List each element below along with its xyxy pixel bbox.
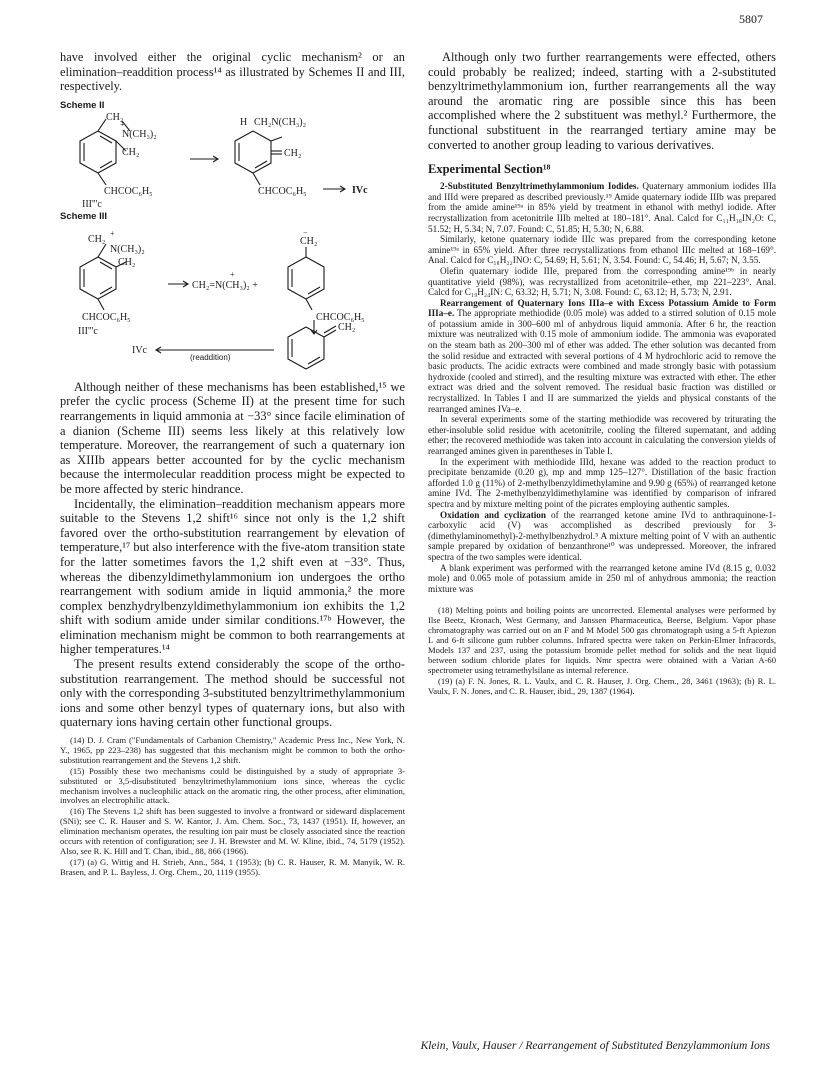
s3-chcoc6h5-2: CHCOC₆H₅ xyxy=(316,311,365,323)
s2-ch2-top: CH₂ xyxy=(106,111,124,123)
s3-ch2-b: CH₂ xyxy=(338,321,356,333)
left-paragraph-3: Incidentally, the elimination–readdition mechanism appears more suitable to the Stevens 1,2 shift¹⁶ since not only is the 1,2 shift favored over the ortho-substitution rearrangement by elevation of temperature,¹⁷ but also interference with the five-atom transition state for the latter sometimes favors the 1,2 shift even at −33°. Thus, whereas the dibenzyldimethylammonium ion undergoes the ortho rearrangement with sodium amide in liquid ammonia,² the more complex benzhydrylbenzyldimethylammonium ion exhibits the 1,2 shift with sodium amide under similar conditions.¹⁷ᵇ However, the elimination mechanism might be common to both rearrangements at higher temperatures.¹⁴ xyxy=(60,496,405,657)
left-footnotes xyxy=(60,736,405,878)
right-paragraph-1: Although only two further rearrangements were effected, others could probably be realized; indeed, starting with a 2-substituted benzyltrimethylammonium ion, further rearrangements all the way around the aromatic ring are possible since this has been accomplished where the 2 substituent was methyl.² Furthermore, the functional substituent in the rearranged tertiary amine may be converted to another group leading to various derivatives. xyxy=(428,50,776,152)
s3-ylide-plus: + xyxy=(230,269,235,279)
s3-ylide: CH₂=N(CH₃)₂ + xyxy=(192,279,258,291)
footnote-14: (14) D. J. Cram ("Fundamentals of Carbanion Chemistry," Academic Press Inc., New York, N. Y., 1965, pp 223–238) has suggested that this mechanism might be common to both the ortho-substitution rearrangement and the Stevens 1,2 shift. xyxy=(60,735,405,765)
exp-paragraph-7 xyxy=(428,510,776,563)
scheme-2-label: Scheme II xyxy=(60,99,105,111)
exp-heading-7: Oxidation and cyclization xyxy=(440,509,547,520)
exp-heading-1: 2-Substituted Benzyltrimethylammonium Iodides. xyxy=(440,181,639,192)
s2-compound: III'''c xyxy=(82,198,102,210)
exp-paragraph-4 xyxy=(428,298,776,415)
s3-ch2-ring: CH₂ xyxy=(118,256,136,268)
exp-text-7: of the rearranged ketone amine IVd to anthraquinone-1-carboxylic acid (V) was accomplished as described previously for 3-(dimethylaminomethyl)-2-methylbenzhydrol.⁵ A mixture melting point of V with an authentic sample prepared by oxidation of benzanthrone¹⁰ was undepressed. Moreover, the infrared spectra of the two samples were identical. xyxy=(428,509,776,562)
s3-minus: − xyxy=(303,227,308,237)
s2-eq-ch2: CH₂ xyxy=(284,147,302,159)
s3-ch2-minus: CH₂ xyxy=(300,235,318,247)
left-paragraph-1: have involved either the original cyclic mechanism² or an elimination–readdition process¹⁴ as illustrated by Schemes II and III, respectively. xyxy=(60,50,405,94)
s3-chcoc6h5: CHCOC₆H₅ xyxy=(82,311,131,323)
page-number: 5807 xyxy=(739,12,763,26)
exp-paragraph-2: Similarly, ketone quaternary iodide IIIc was prepared from the corresponding ketone amine¹⁹ᵃ in 65% yield. After three recrystallizations from ethanol IIIc melted at 168–169°. Anal. Calcd for C₁₈H₂₂INO: C, 54.69; H, 5.61; N, 3.54. Found: C, 54.46; H, 5.67; N, 3.55. xyxy=(428,234,776,266)
left-paragraph-4: The present results extend considerably the scope of the ortho-substitution rearrangement. The method should be successful not only with the corresponding 3-substituted benzyltrimethylammonium ions and some other benzyl types of quaternary ions, but also with quaternary ions having certain other functional groups. xyxy=(60,657,405,730)
s2-nme2: N(CH₃)₂ xyxy=(122,128,157,140)
footnote-17: (17) (a) G. Wittig and H. Strieb, Ann., 584, 1 (1953); (b) C. R. Hauser, R. M. Manyik, W. R. Brasen, and P. L. Bayless, J. Org. Chem., 20, 1119 (1955). xyxy=(60,856,405,877)
s3-ch2-top: CH₂ xyxy=(88,233,106,245)
scheme-2-diagram xyxy=(60,111,405,211)
exp-text-4: The appropriate methiodide (0.05 mole) was added to a stirred solution of 0.15 mole of potassium amide in 300–600 ml of anhydrous liquid ammonia. After 6 hr, the reaction mixture was neutralized with 0.15 mole of ammonium iodide. The ammonia was evaporated on the steam bath as 200–300 ml of ether was added. The ether solution was decanted from the solid residue and extracted with several portions of 4 M hydrochloric acid to remove the basic products. The acidic extracts were combined and made strongly basic with potassium hydroxide (cooled and stirred), and the resulting mixture was extracted with ether. The ether extract was dried and the solvent removed. The residual basic fraction was distilled or recrystallized. In Tables I and II are summarized the yields and physical constants of the rearranged amines IVa–e. xyxy=(428,308,776,414)
footnote-15: (15) Possibly these two mechanisms could be distinguished by a study of appropriate 3-substituted or 3,5-disubstituted benzyltrimethylammonium ions since, whereas the cyclic mechanism involves a nucleophilic attack on the aromatic ring, the other process, after elimination, involves an electrophilic attack. xyxy=(60,765,405,806)
s2-chcoc6h5-2: CHCOC₆H₅ xyxy=(258,185,307,197)
s2-ch2nme2: CH₂N(CH₃)₂ xyxy=(254,116,307,128)
left-paragraph-2: Although neither of these mechanisms has been established,¹⁵ we prefer the cyclic process (Scheme II) at the present time for such rearrangements in liquid ammonia at −33° since facile elimination of a dianion (Scheme III) seems less likely at this relatively low temperature. Moreover, the rearrangement of such a quaternary ion as XIIIb appears better accounted for by the cyclic mechanism because the intermolecular readdition process might be expected to be more affected by steric hindrance. xyxy=(60,379,405,496)
s2-h: H xyxy=(240,116,248,128)
s3-compound: III'''c xyxy=(78,325,98,337)
running-footer: Klein, Vaulx, Hauser / Rearrangement of Substituted Benzylammonium Ions xyxy=(420,1040,770,1052)
exp-paragraph-6: In the experiment with methiodide IIId, hexane was added to the reaction product to precipitate benzamide (0.20 g), mp and mmp 125–127°. Distillation of the basic fraction afforded 1.0 g (11%) of 2-methylbenzyldimethylamine and 9.90 g (65%) of rearranged ketone amine IVd. The 2-methylbenzyldimethylamine was identified by comparison of infrared spectra and by mixture melting point of the picrates employing authentic samples. xyxy=(428,456,776,509)
section-title: Experimental Section¹⁸ xyxy=(428,162,551,177)
exp-paragraph-8: A blank experiment was performed with the rearranged ketone amine IVd (8.15 g, 0.032 mole) and 0.065 mole of potassium amide in 250 ml of anhydrous ammonia; the reaction mixture was xyxy=(428,562,776,594)
right-footnotes xyxy=(428,606,776,696)
s2-ch2-ring: CH₂ xyxy=(122,146,140,158)
footnote-16: (16) The Stevens 1,2 shift has been suggested to involve a frontward or sideward displacement (SNi); see C. R. Hauser and S. W. Kantor, J. Am. Chem. Soc., 73, 1437 (1951). If, however, an elimination mechanism operates, the resulting ion pair must be closely associated since the reaction occurs with retention of configuration; see J. H. Brewster and M. W. Kline, ibid., 74, 5179 (1952). Also, see R. K. Hill and T. Chan, ibid., 88, 866 (1966). xyxy=(60,806,405,856)
s3-plus: + xyxy=(110,228,115,238)
right-column xyxy=(428,50,776,697)
footnote-18: (18) Melting points and boiling points are uncorrected. Elemental analyses were performed by Ilse Beetz, Kronach, West Germany, and Janssen Pharmaceutica, Beerse, Belgium. Vapor phase chromatography was carried out on an F and M Model 500 gas chromatograph using a 5-ft Apiezon L and 6-ft silicone gum rubber columns. Infrared spectra were taken on Perkin-Elmer Infracords, Models 137 and 237, using the potassium bromide pellet method for solids and the neat liquid between sodium chloride plates for liquids. Nmr spectra were obtained with a Varian A-60 spectrometer using tetramethylsilane as internal reference. xyxy=(428,605,776,675)
scheme-3-label: Scheme III xyxy=(60,210,107,222)
exp-paragraph-3: Olefin quaternary iodide IIIe, prepared from the corresponding amine¹⁹ᵇ in nearly quantitative yield (98%), was recrystallized from acetonitrile–ether, mp 221–223°. Anal. Calcd for C₁₉H₂₄IN: C, 63.32; H, 5.71; N, 3.08. Found: C, 63.12; H, 5.73; N, 2.91. xyxy=(428,265,776,298)
footnote-19: (19) (a) F. N. Jones, R. L. Vaulx, and C. R. Hauser, J. Org. Chem., 28, 3461 (1963); (b) R. L. Vaulx, F. N. Jones, and C. R. Hauser, ibid., 29, 1387 (1964). xyxy=(428,675,776,696)
s2-plus: + xyxy=(120,119,125,129)
s3-nme2: N(CH₃)₂ xyxy=(110,243,145,255)
exp-heading-4: Rearrangement of Quaternary Ions IIIa–e with Excess Potassium Amide to Form IIIa–e. xyxy=(428,297,776,319)
s3-product: IVc xyxy=(132,344,147,356)
exp-paragraph-1 xyxy=(428,181,776,234)
s2-product: IVc xyxy=(352,184,368,196)
left-column xyxy=(60,50,405,879)
s3-readdition: (readdition) xyxy=(190,352,231,362)
s2-chcoc6h5: CHCOC₆H₅ xyxy=(104,185,153,197)
exp-paragraph-5: In several experiments some of the starting methiodide was recovered by triturating the ether-insoluble solid residue with acetonitrile, cooling the filtered supernatant, and adding ether; the recovered methiodide was taken into account in calculating the conversion yields of rearranged amines given in parentheses in Table I. xyxy=(428,414,776,456)
scheme-3-diagram xyxy=(60,222,405,374)
exp-text-1: Quaternary ammonium iodides IIIa and IIId were prepared as described previously.¹⁹ Amide quaternary iodide IIIb was prepared from the amide amine¹⁹ᵃ in 85% yield by treatment in ethanol with methyl iodide. After recrystallization from acetonitrile IIIb melted at 180–181°. Anal. Calcd for C₁₁H₁₈IN₂O: C, 51.52; H, 5.34; N, 7.07. Found: C, 51.85; H, 5.30; N, 6.88. xyxy=(428,181,776,234)
